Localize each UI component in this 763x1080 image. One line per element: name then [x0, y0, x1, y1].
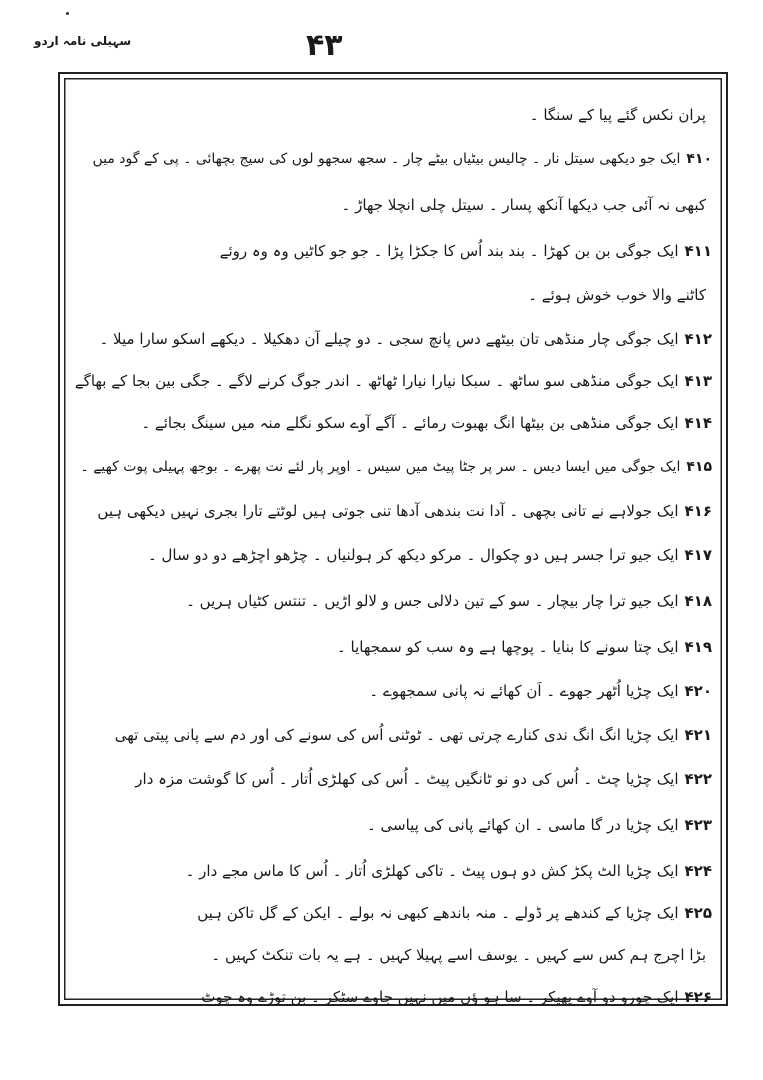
text-line: ۴۲۳ایک چڑیا در گا ماسی ۔ ان کھائے پانی کی پیاسی ۔: [366, 816, 712, 834]
text-line: کاٹنے والا خوب خوش ہوئے ۔: [528, 286, 706, 304]
book-title-header: سہیلی نامہ اردو: [34, 34, 132, 48]
text-line: ۴۱۴ایک جوگی منڈھی بن بیٹھا انگ بھبوت رمائے ۔ آگے آوے سکو نگلے منہ میں سینگ بجائے ۔: [141, 414, 712, 432]
text-line: ۴۱۰ایک جو دیکھی سیتل نار ۔ چالیس بیٹیاں بیٹے چار ۔ سجھ سجھو لوں کی سیج بچھائی ۔ پی کے گود میں: [92, 151, 712, 167]
text-line: ۴۱۱ایک جوگی بن بن کھڑا ۔ بند بند اُس کا جکڑا پڑا ۔ جو جو کاٹیں وہ وہ روئے: [219, 242, 712, 260]
text-line: ۴۲۲ایک چڑیا چٹ ۔ اُس کی دو نو ٹانگیں پیٹ ۔ اُس کی کھلڑی اُتار ۔ اُس کا گوشت مزہ دار: [135, 770, 712, 788]
text-line: ۴۲۶ایک چورو دو آوے پھیکر ۔ سا ہو ؤں میں نہیں جاوے سٹکر ۔ بن توڑے وہ چوٹ: [201, 988, 712, 1006]
text-line: پران نکس گئے پیا کے سنگا ۔: [529, 106, 706, 124]
text-line: کبھی نہ آئی جب دیکھا آنکھ پسار ۔ سیتل چلی انچلا جھاڑ ۔: [341, 196, 706, 214]
page-number: ۴۳: [306, 28, 343, 63]
text-line: ۴۱۲ایک جوگی چار منڈھی تان بیٹھے دس پانچ سجی ۔ دو چیلے آن دھکیلا ۔ دیکھے اسکو سارا میلا ۔: [99, 330, 712, 348]
text-line: ۴۱۵ایک جوگی میں ایسا دیس ۔ سر پر جٹا پیٹ میں سیس ۔ اوپر پار لئے نت پھرے ۔ بوجھ پہیلی پوت کھیے ۔: [80, 459, 712, 475]
text-line: ۴۱۷ایک جیو ترا جسر ہیں دو چکوال ۔ مرکو دیکھ کر ہولنیاں ۔ چڑھو اچڑھے دو دو سال ۔: [147, 546, 712, 564]
text-line: بڑا اچرج ہم کس سے کہیں ۔ یوسف اسے پہیلا کہیں ۔ ہے یہ بات تنکٹ کہیں ۔: [211, 946, 706, 964]
text-line: ۴۲۱ایک چڑیا انگ انگ ندی کنارے چرتی تھی ۔ ٹوٹنی اُس کی سونے کی اور دم سے پانی پیتی تھی: [114, 726, 712, 744]
text-line: ۴۱۹ایک چتا سونے کا بنایا ۔ پوچھا ہے وہ سب کو سمجھایا ۔: [336, 638, 712, 656]
text-line: ۴۲۰ایک چڑیا اُٹھر جھوے ۔ اَن کھائے نہ پانی سمجھوے ۔: [369, 682, 712, 700]
text-line: ۴۱۸ایک جیو ترا چار بیچار ۔ سو کے تین دلالی جس و لالو اڑیں ۔ تنتس کٹیاں ہریں ۔: [186, 592, 712, 610]
text-line: ۴۱۳ایک جوگی منڈھی سو ساٹھ ۔ سبکا نیارا نیارا ٹھاٹھ ۔ اندر جوگ کرنے لاگے ۔ جگی بین بجا کے بھاگے: [74, 372, 712, 390]
text-line: ۴۲۵ایک چڑیا کے کندھے پر ڈولے ۔ منہ باندھے کبھی نہ بولے ۔ ایکن کے گل تاکن ہیں: [197, 904, 712, 922]
text-line: ۴۱۶ایک جولاہے نے تانی بچھی ۔ آدا نت بندھی آدھا تنی جوتی ہیں لوٹتے تارا بجری نہیں دیکھی ہیں: [97, 502, 712, 520]
text-line: ۴۲۴ایک چڑیا الٹ پکڑ کش دو ہوں پیٹ ۔ تاکی کھلڑی اُتار ۔ اُس کا ماس مجے دار ۔: [185, 862, 712, 880]
page-speck: [66, 12, 69, 15]
